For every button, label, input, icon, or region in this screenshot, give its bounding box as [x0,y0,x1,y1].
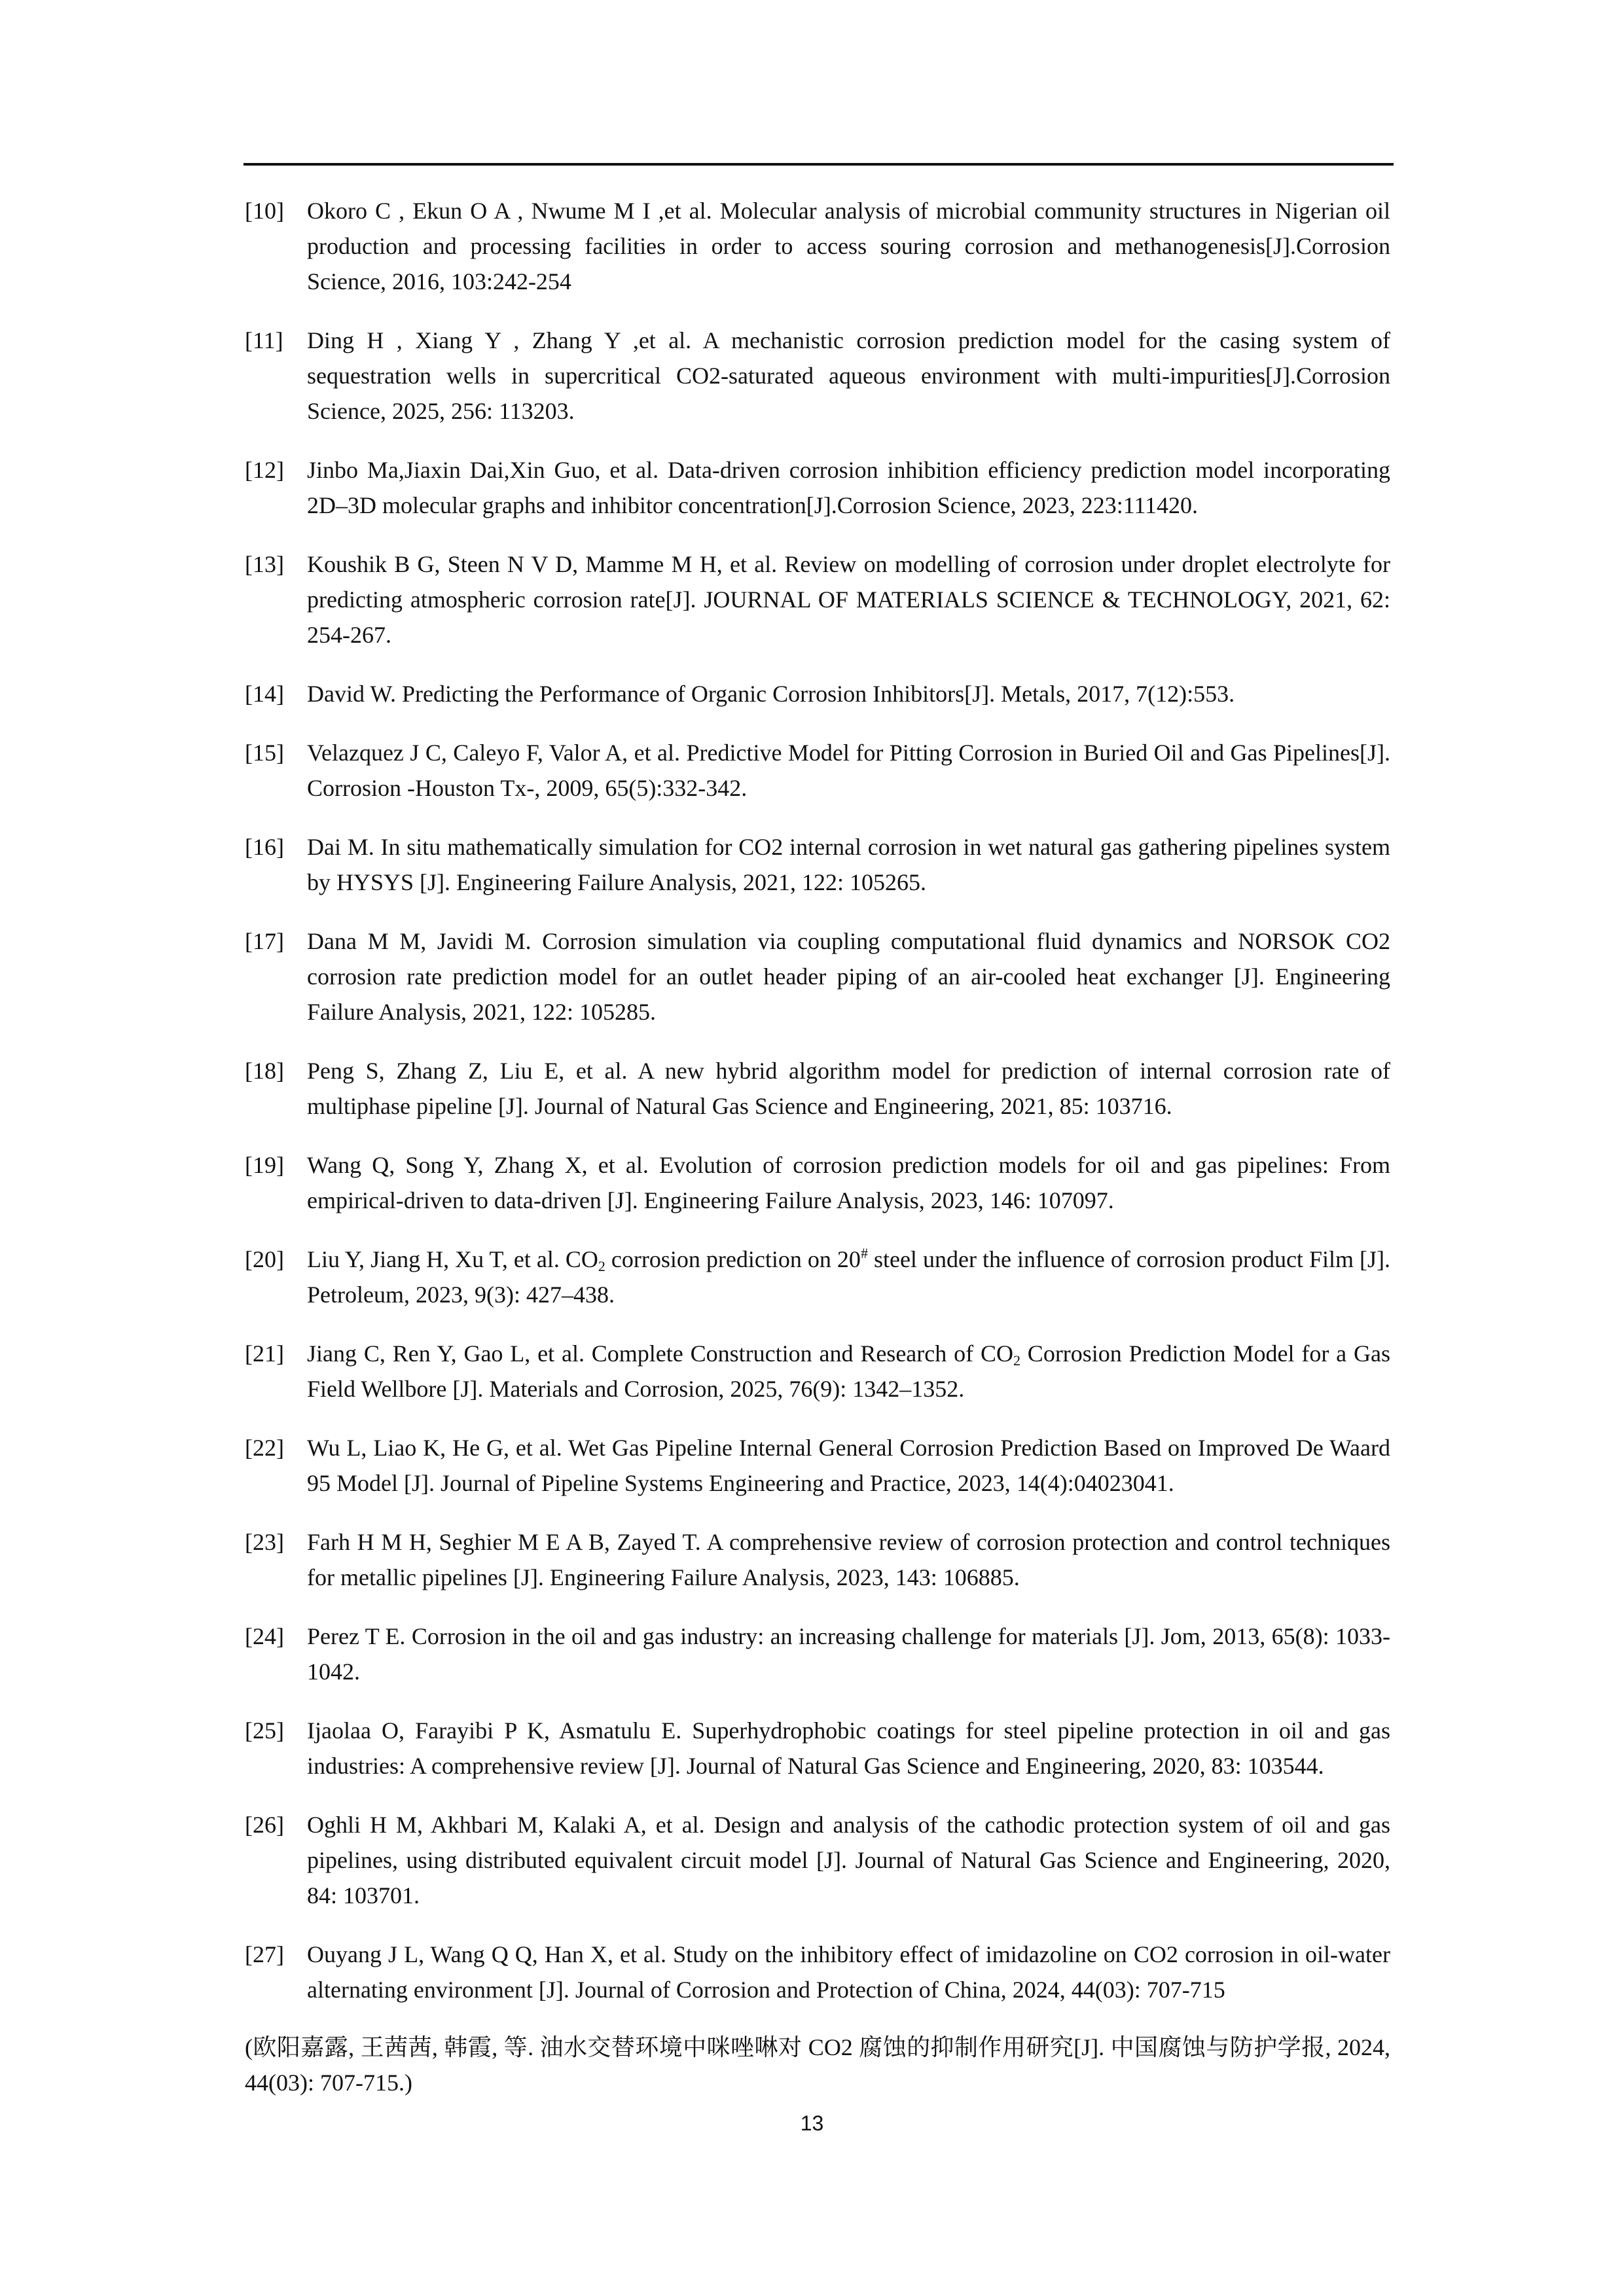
reference-text: Ijaolaa O, Farayibi P K, Asmatulu E. Superhydrophobic coatings for steel pipeline protection in oil and gas industries: A comprehensive review [J]. Journal of Natural Gas Science and Engineering, 2020, 83: 103544. [307,1717,1390,1779]
reference-number: [19] [245,1152,284,1178]
reference-text: Jinbo Ma,Jiaxin Dai,Xin Guo, et al. Data-driven corrosion inhibition efficiency prediction model incorporating 2D–3D molecular graphs and inhibitor concentration[J].Corrosion Science, 2023, 223:111420. [307,457,1390,518]
reference-text: Wang Q, Song Y, Zhang X, et al. Evolution of corrosion prediction models for oil and gas pipelines: From empirical-driven to data-driven [J]. Engineering Failure Analysis, 2023, 146: 107097. [307,1152,1390,1213]
subscript: 2 [598,1258,605,1274]
reference-item [245,1242,1390,1312]
reference-item [245,735,1390,806]
page-number: 13 [800,2111,824,2135]
reference-text: Ding H , Xiang Y , Zhang Y ,et al. A mechanistic corrosion prediction model for the casing system of sequestration wells in supercritical CO2-saturated aqueous environment with multi-impurities[J].Corrosion Science, 2025, 256: 113203. [307,327,1390,424]
reference-item [245,1937,1390,2007]
reference-text: Farh H M H, Seghier M E A B, Zayed T. A comprehensive review of corrosion protection and control techniques for metallic pipelines [J]. Engineering Failure Analysis, 2023, 143: 106885. [307,1529,1390,1590]
text-part: Corrosion Prediction Model for a Gas Field Wellbore [J]. Materials and Corrosion, 2025, 76(9): 1342–1352. [307,1340,1390,1402]
reference-text [307,1336,1390,1407]
reference-item [245,924,1390,1030]
reference-number: [17] [245,928,284,954]
subscript: 2 [1013,1352,1020,1369]
reference-number: [27] [245,1941,284,1967]
reference-number: [14] [245,681,284,707]
reference-item [245,676,1390,711]
reference-number: [11] [245,327,283,353]
reference-number: [12] [245,457,284,483]
reference-number: [26] [245,1812,284,1838]
reference-item [245,1147,1390,1218]
reference-number: [18] [245,1058,284,1084]
reference-number: [25] [245,1717,284,1744]
reference-item [245,1336,1390,1407]
reference-list [245,193,1390,2100]
reference-item [245,547,1390,653]
reference-item [245,452,1390,523]
reference-text: Koushik B G, Steen N V D, Mamme M H, et al. Review on modelling of corrosion under droplet electrolyte for predicting atmospheric corrosion rate[J]. JOURNAL OF MATERIALS SCIENCE & TECHNOLOGY, 2021, 62: 254-267. [307,551,1390,648]
reference-text: Perez T E. Corrosion in the oil and gas industry: an increasing challenge for materials [J]. Jom, 2013, 65(8): 1033-1042. [307,1623,1390,1685]
text-part: corrosion prediction on 20 [605,1246,861,1272]
reference-text: Okoro C , Ekun O A , Nwume M I ,et al. Molecular analysis of microbial community structures in Nigerian oil production and processing facilities in order to access souring corrosion and methanogenesis[J].Corrosion Science, 2016, 103:242-254 [307,198,1390,295]
reference-text: Dai M. In situ mathematically simulation for CO2 internal corrosion in wet natural gas gathering pipelines system by HYSYS [J]. Engineering Failure Analysis, 2021, 122: 105265. [307,834,1390,895]
reference-item [245,1713,1390,1784]
reference-text: Wu L, Liao K, He G, et al. Wet Gas Pipeline Internal General Corrosion Prediction Based on Improved De Waard 95 Model [J]. Journal of Pipeline Systems Engineering and Practice, 2023, 14(4):04023041. [307,1435,1390,1496]
reference-number: [16] [245,834,284,860]
reference-item [245,1053,1390,1124]
reference-number: [22] [245,1435,284,1461]
reference-number: [10] [245,198,284,224]
reference-text: Ouyang J L, Wang Q Q, Han X, et al. Study on the inhibitory effect of imidazoline on CO2 corrosion in oil-water alternating environment [J]. Journal of Corrosion and Protection of China, 2024, 44(03): 707-715 [307,1941,1390,2003]
text-part: steel under the influence of corrosion product Film [J]. Petroleum, 2023, 9(3): 427–438. [307,1246,1390,1308]
reference-item [245,1430,1390,1501]
reference-text: Velazquez J C, Caleyo F, Valor A, et al. Predictive Model for Pitting Corrosion in Buried Oil and Gas Pipelines[J]. Corrosion -Houston Tx-, 2009, 65(5):332-342. [307,740,1390,801]
chinese-reference-note: (欧阳嘉露, 王茜茜, 韩霞, 等. 油水交替环境中咪唑啉对 CO2 腐蚀的抑制作用研究[J]. 中国腐蚀与防护学报, 2024, 44(03): 707-715.) [245,2034,1390,2096]
reference-number: [23] [245,1529,284,1555]
reference-item [245,1807,1390,1913]
header-rule [244,163,1394,166]
reference-item [245,193,1390,299]
reference-number: [13] [245,551,284,577]
reference-text [307,1242,1390,1312]
reference-item [245,829,1390,900]
reference-number: [15] [245,740,284,766]
text-part: Liu Y, Jiang H, Xu T, et al. CO [307,1246,598,1272]
reference-text: Oghli H M, Akhbari M, Kalaki A, et al. Design and analysis of the cathodic protection system of oil and gas pipelines, using distributed equivalent circuit model [J]. Journal of Natural Gas Science and Engineering, 2020, 84: 103701. [307,1812,1390,1909]
reference-item [245,1524,1390,1595]
text-part: Jiang C, Ren Y, Gao L, et al. Complete Construction and Research of CO [307,1340,1013,1367]
reference-number: [21] [245,1340,284,1367]
reference-number: [20] [245,1246,284,1272]
superscript: # [860,1245,868,1261]
reference-item [245,1619,1390,1689]
reference-item [245,323,1390,429]
reference-text: Peng S, Zhang Z, Liu E, et al. A new hybrid algorithm model for prediction of internal corrosion rate of multiphase pipeline [J]. Journal of Natural Gas Science and Engineering, 2021, 85: 103716. [307,1058,1390,1119]
reference-text: Dana M M, Javidi M. Corrosion simulation via coupling computational fluid dynamics and NORSOK CO2 corrosion rate prediction model for an outlet header piping of an air-cooled heat exchanger [J]. Engineering Failure Analysis, 2021, 122: 105285. [307,928,1390,1025]
reference-text: David W. Predicting the Performance of Organic Corrosion Inhibitors[J]. Metals, 2017, 7(12):553. [307,681,1235,707]
reference-number: [24] [245,1623,284,1649]
